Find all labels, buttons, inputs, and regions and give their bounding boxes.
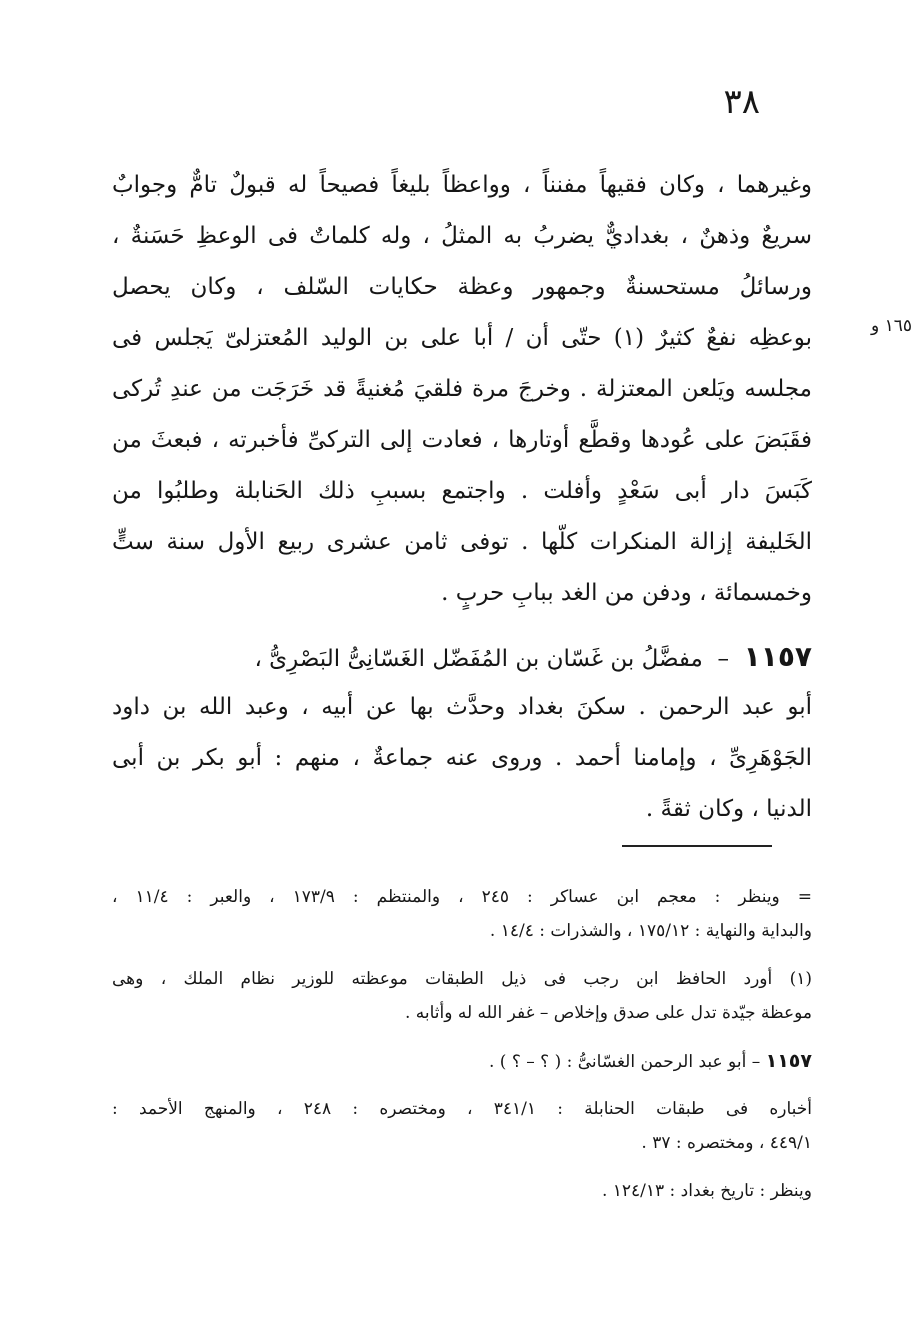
footnote-line: = وينظر : معجم ابن عساكر : ٢٤٥ ، والمنتظم : ١٧٣/٩ ، والعبر : ١١/٤ ، xyxy=(112,887,813,907)
body-line: وغيرهما ، وكان فقيهاً مفنناً ، وواعظاً بليغاً فصيحاً له قبولٌ تامٌّ وجوابٌ xyxy=(112,172,812,198)
footnote-entry-number: ١١٥٧ xyxy=(765,1050,812,1072)
body-line: ورسائلُ مستحسنةٌ وجمهور وعظة حكايات السّلف ، وكان يحصل xyxy=(112,274,812,300)
footnote-line: موعظة جيّدة تدل على صدق وإخلاص – غفر الله له وأثابه . xyxy=(404,1003,812,1023)
body-line: وخمسمائة ، ودفن من الغد ببابِ حربٍ . xyxy=(441,580,812,606)
entry-number: ١١٥٧ xyxy=(743,640,812,673)
footnote-entry-text: – أبو عبد الرحمن الغسّانىُّ : ( ؟ – ؟ ) . xyxy=(488,1052,761,1072)
body-line: الخَليفة إزالة المنكرات كلّها . توفى ثامن عشرى ربيع الأول سنة ستٍّ xyxy=(112,529,812,555)
footnote-separator xyxy=(622,845,772,847)
footnote-line xyxy=(112,1044,812,1078)
footnote-see-also xyxy=(112,1174,812,1208)
page-number: ٣٨ xyxy=(723,82,760,122)
body-line: بوعظِه نفعٌ كثيرٌ (١) حتّى أن / أبا على بن الوليد المُعتزلىّ يَجلس فى xyxy=(112,325,812,351)
main-text xyxy=(112,160,812,835)
entry-line: الجَوْهَرِىِّ ، وإمامنا أحمد . وروى عنه جماعةٌ ، منهم : أبو بكر بن أبى xyxy=(112,745,812,771)
footnote-entry-1157 xyxy=(112,1044,812,1078)
footnotes xyxy=(112,880,812,1222)
footnote-continuation xyxy=(112,880,812,948)
folio-margin-note: ١٦٥ و xyxy=(870,316,912,336)
entry-line: أبو عبد الرحمن . سكنَ بغداد وحدَّث بها عن أبيه ، وعبد الله بن داود xyxy=(112,694,812,720)
body-line: سريعٌ وذهنٌ ، بغداديٌّ يضربُ به المثلُ ، وله كلماتٌ فى الوعظِ حَسَنةٌ ، xyxy=(112,223,812,249)
entry-heading-text: مفضَّلُ بن غَسّان بن المُفَضّل الغَسّانِىُّ البَصْرِىُّ ، xyxy=(254,646,703,672)
footnote-sources xyxy=(112,1092,812,1160)
footnote-line: والبداية والنهاية : ١٧٥/١٢ ، والشذرات : ١٤/٤ . xyxy=(489,921,812,941)
footnote-line: (١) أورد الحافظ ابن رجب فى ذيل الطبقات موعظته للوزير نظام الملك ، وهى xyxy=(112,969,812,989)
footnote-line: ٤٤٩/١ ، ومختصره : ٣٧ . xyxy=(641,1133,812,1153)
body-line: فقَبَضَ على عُودها وقطَّع أوتارها ، فعادت إلى التركىِّ فأخبرته ، فبعثَ من xyxy=(112,427,812,453)
footnote-1 xyxy=(112,962,812,1030)
entry-dash: – xyxy=(717,646,730,672)
footnote-line: أخباره فى طبقات الحنابلة : ٣٤١/١ ، ومختصره : ٢٤٨ ، والمنهج الأحمد : xyxy=(112,1099,813,1119)
body-line: مجلسه ويَلعن المعتزلة . وخرجَ مرة فلقيَ مُغنيةً قد خَرَجَت من عندِ تُركى xyxy=(112,376,812,402)
entry-heading xyxy=(112,631,812,682)
body-line: كَبَسَ دار أبى سَعْدٍ وأفلت . واجتمع بسببِ ذلك الحَنابلة وطلبُوا من xyxy=(112,478,812,504)
footnote-line: وينظر : تاريخ بغداد : ١٢٤/١٣ . xyxy=(601,1181,812,1201)
entry-line: الدنيا ، وكان ثقةً . xyxy=(645,796,812,822)
